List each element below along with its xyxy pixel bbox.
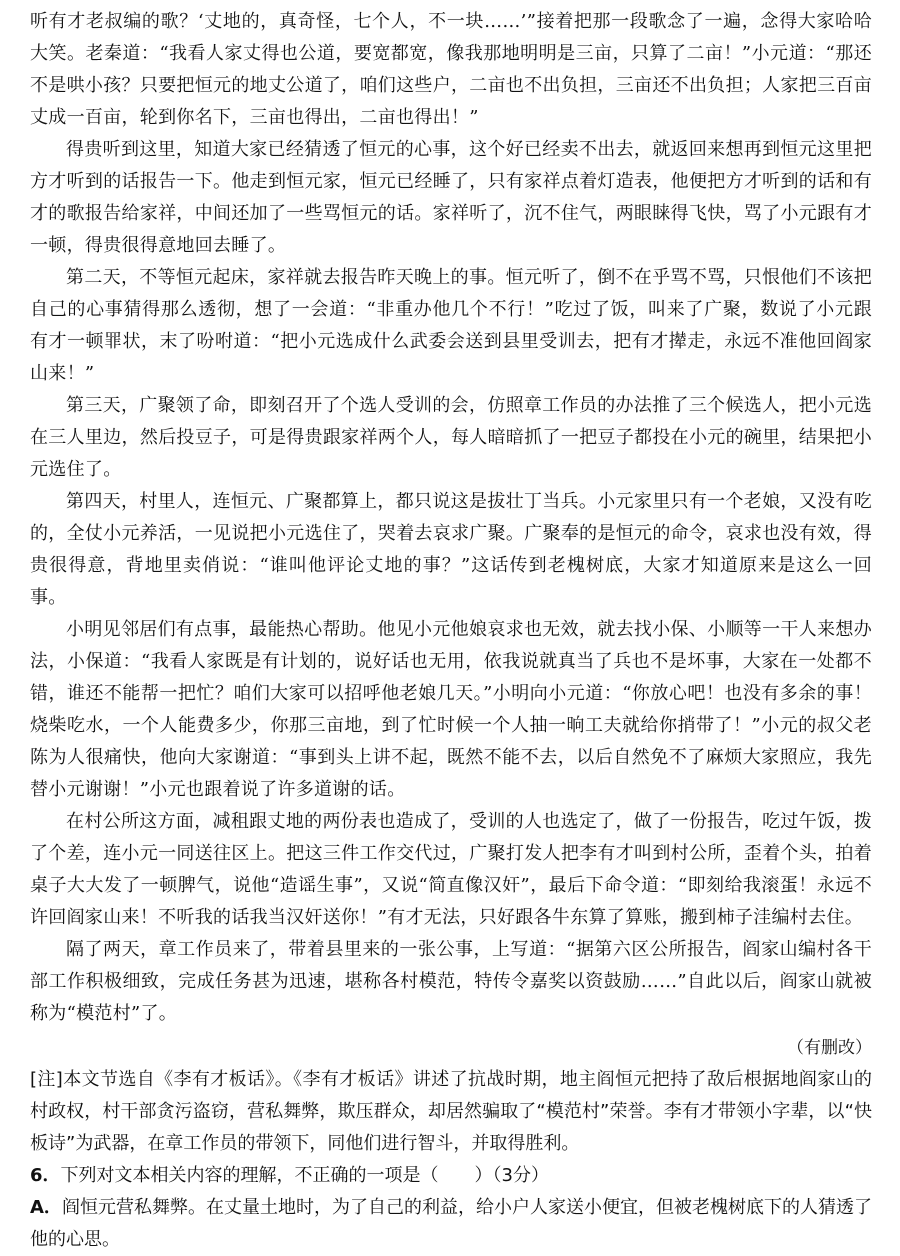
footnote: [注]本文节选自《李有才板话》。《李有才板话》讲述了抗战时期，地主阎恒元把持了敌后根据地阎家山的村政权，村干部贪污盗窃，营私舞弊，欺压群众，却居然骗取了“模范村”荣誉。李有才带领小字辈，以“快板诗”为武器，在章工作员的带领下，同他们进行智斗，并取得胜利。: [30, 1069, 872, 1154]
source-note: （有删改）: [787, 1038, 872, 1058]
story-paragraph-3: 第二天，不等恒元起床，家祥就去报告昨天晚上的事。恒元听了，倒不在乎骂不骂，只恨他们不该把自己的心事猜得那么透彻，想了一会道：“非重办他几个不行！”吃过了饭，叫来了广聚，数说了小元跟有才一顿罪状，末了吩咐道：“把小元选成什么武委会送到县里受训去，把有才撵走，永远不准他回阎家山来！”: [30, 267, 872, 384]
option-text: 阎恒元营私舞弊。在丈量土地时，为了自己的利益，给小户人家送小便宜，但被老槐树底下的人猜透了他的心思。: [30, 1197, 872, 1250]
story-paragraph-1: 听有才老叔编的歌？‘丈地的，真奇怪，七个人，不一块……’”接着把那一段歌念了一遍，念得大家哈哈大笑。老秦道：“我看人家丈得也公道，要宽都宽，像我那地明明是三亩，只算了二亩！”小元道：“那还不是哄小孩？只要把恒元的地丈公道了，咱们这些户，二亩也不出负担，三亩还不出负担；人家把三百亩丈成一百亩，轮到你名下，三亩也得出，二亩也得出！”: [30, 11, 872, 128]
story-text: [30, 6, 872, 1030]
story-paragraph-2: 得贵听到这里，知道大家已经猜透了恒元的心事，这个好已经卖不出去，就返回来想再到恒元这里把方才听到的话报告一下。他走到恒元家，恒元已经睡了，只有家祥点着灯造表，他便把方才听到的话和有才的歌报告给家祥，中间还加了一些骂恒元的话。家祥听了，沉不住气，两眼睐得飞快，骂了小元跟有才一顿，得贵很得意地回去睡了。: [30, 139, 872, 256]
question-number: 6．: [30, 1165, 61, 1186]
story-paragraph-6: 小明见邻居们有点事，最能热心帮助。他见小元他娘哀求也无效，就去找小保、小顺等一干人来想办法，小保道：“我看人家既是有计划的，说好话也无用，依我说就真当了兵也不是坏事，大家在一处都不错，谁还不能帮一把忙？咱们大家可以招呼他老娘几天。”小明向小元道：“你放心吧！也没有多余的事！烧柴吃水，一个人能费多少，你那三亩地，到了忙时候一个人抽一晌工夫就给你捎带了！”小元的叔父老陈为人很痛快，他向大家谢道：“事到头上讲不起，既然不能不去，以后自然免不了麻烦大家照应，我先替小元谢谢！”小元也跟着说了许多道谢的话。: [30, 619, 872, 800]
story-paragraph-8: 隔了两天，章工作员来了，带着县里来的一张公事，上写道：“据第六区公所报告，阎家山编村各干部工作积极细致，完成任务甚为迅速，堪称各村模范，特传令嘉奖以资鼓励……”自此以后，阎家山就被称为“模范村”了。: [30, 939, 872, 1024]
question-6: [30, 1160, 872, 1192]
story-paragraph-5: 第四天，村里人，连恒元、广聚都算上，都只说这是拔壮丁当兵。小元家里只有一个老娘，又没有吃的，全仗小元养活，一见说把小元选住了，哭着去哀求广聚。广聚奉的是恒元的命令，哀求也没有效，得贵很得意，背地里卖俏说：“谁叫他评论丈地的事？”这话传到老槐树底，大家才知道原来是这么一回事。: [30, 491, 872, 608]
option-letter: A．: [30, 1197, 62, 1218]
question-text: 下列对文本相关内容的理解，不正确的一项是（ ）（3分）: [60, 1165, 549, 1186]
exam-page: [30, 6, 872, 1256]
story-paragraph-7: 在村公所这方面，减租跟丈地的两份表也造成了，受训的人也选定了，做了一份报告，吃过午饭，拨了个差，连小元一同送往区上。把这三件工作交代过，广聚打发人把李有才叫到村公所，歪着个头，拍着桌子大大发了一顿脾气，说他“造谣生事”，又说“简直像汉奸”，最后下命令道：“即刻给我滚蛋！永远不许回阎家山来！不听我的话我当汉奸送你！”有才无法，只好跟各牛东算了算账，搬到柿子洼编村去住。: [30, 811, 872, 928]
story-paragraph-4: 第三天，广聚领了命，即刻召开了个选人受训的会，仿照章工作员的办法推了三个候选人，把小元选在三人里边，然后投豆子，可是得贵跟家祥两个人，每人暗暗抓了一把豆子都投在小元的碗里，结果把小元选住了。: [30, 395, 872, 480]
option-a: [30, 1192, 872, 1256]
